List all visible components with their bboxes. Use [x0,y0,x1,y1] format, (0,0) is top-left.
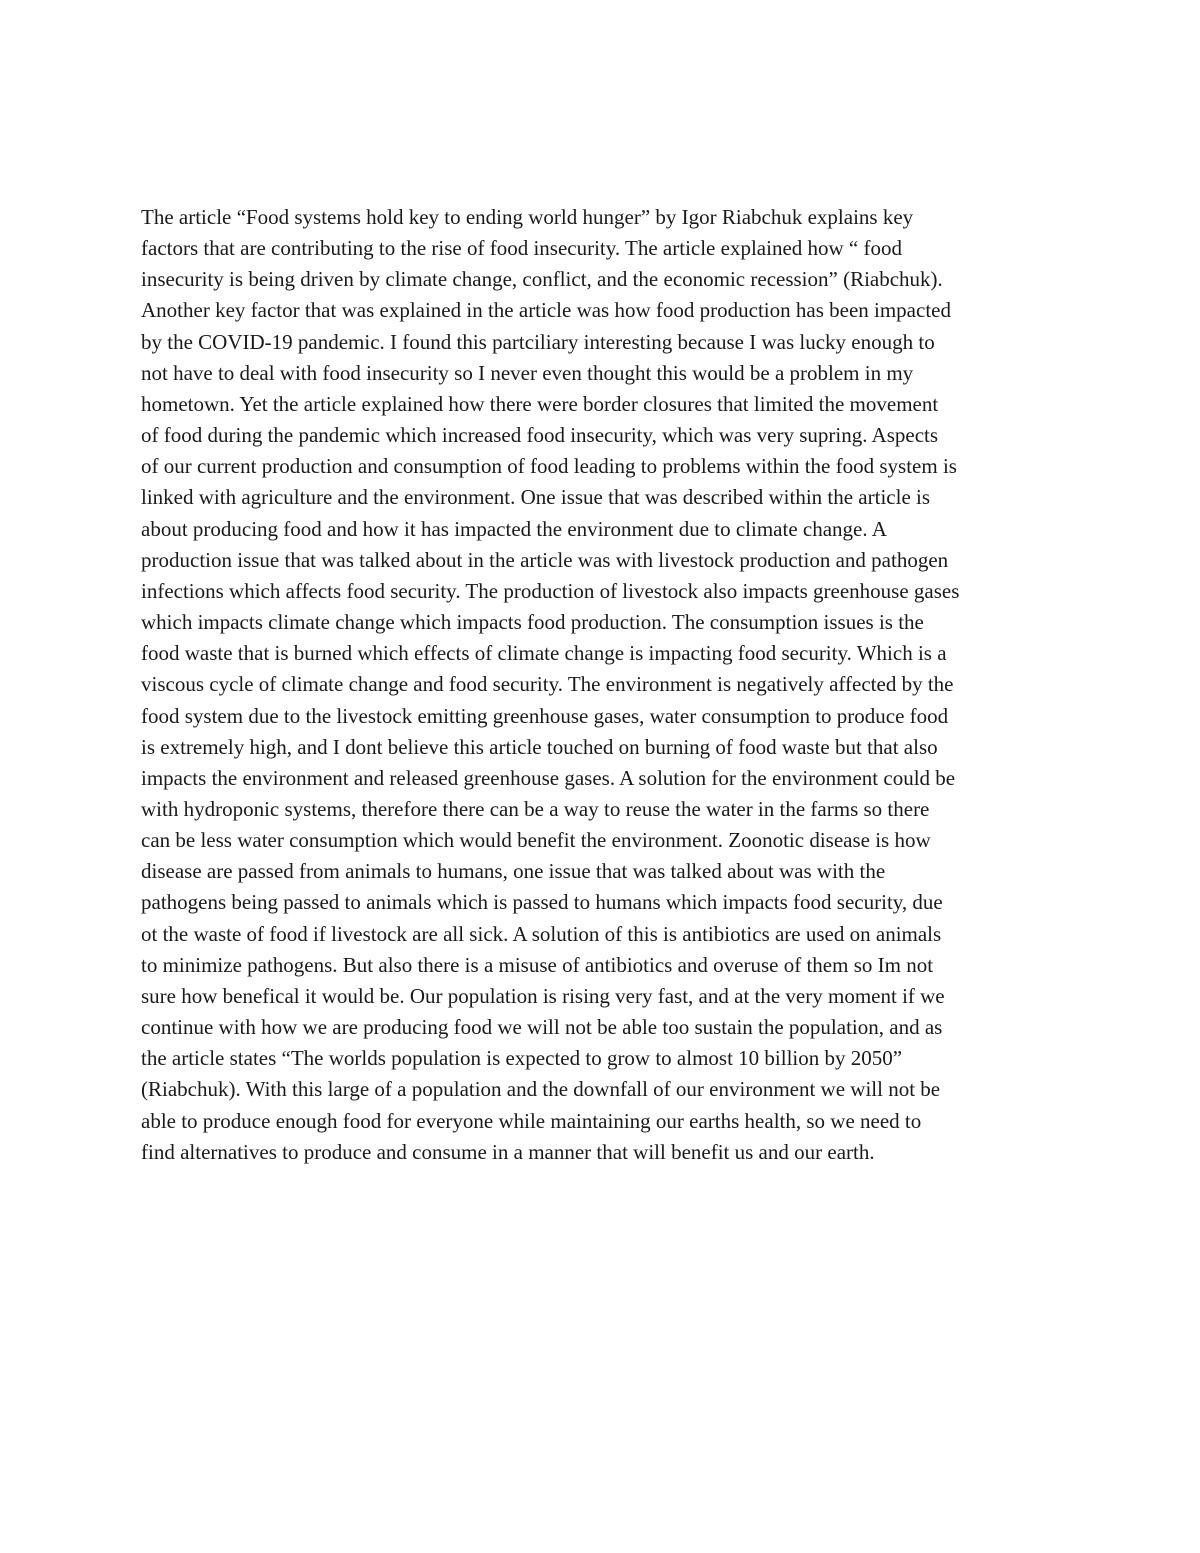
essay-paragraph [141,202,1101,1168]
text-line: food waste that is burned which effects of climate change is impacting food security. Which is a [141,641,947,666]
text-line: impacts the environment and released greenhouse gases. A solution for the environment could be [141,765,956,790]
text-line: (Riabchuk). With this large of a population and the downfall of our environment we will not be [141,1077,941,1102]
text-line: The article “Food systems hold key to ending world hunger” by Igor Riabchuk explains key [141,205,914,229]
text-line: which impacts climate change which impacts food production. The consumption issues is the [141,610,924,635]
text-line: of food during the pandemic which increased food insecurity, which was very supring. Aspects [141,423,939,448]
text-line: continue with how we are producing food we will not be able too sustain the population, and as [141,1015,943,1040]
text-line: Another key factor that was explained in the article was how food production has been impacted [141,298,951,323]
text-line: find alternatives to produce and consume in a manner that will benefit us and our earth. [141,1139,875,1164]
text-line: of our current production and consumption of food leading to problems within the food system is [141,454,957,479]
text-line: can be less water consumption which would benefit the environment. Zoonotic disease is how [141,828,931,853]
text-line: production issue that was talked about in the article was with livestock production and pathogen [141,547,949,572]
text-line: disease are passed from animals to humans, one issue that was talked about was with the [141,859,886,884]
text-line: viscous cycle of climate change and food security. The environment is negatively affected by the [141,672,954,697]
text-line: is extremely high, and I dont believe this article touched on burning of food waste but that also [141,734,938,759]
text-line: with hydroponic systems, therefore there can be a way to reuse the water in the farms so there [141,796,930,821]
text-line: ot the waste of food if livestock are all sick. A solution of this is antibiotics are used on animals [141,921,942,946]
text-line: about producing food and how it has impacted the environment due to climate change. A [141,516,887,541]
text-line: able to produce enough food for everyone while maintaining our earths health, so we need to [141,1108,922,1133]
text-line: to minimize pathogens. But also there is a misuse of antibiotics and overuse of them so Im not [141,952,934,977]
text-line: linked with agriculture and the environment. One issue that was described within the article is [141,485,931,510]
text-line: hometown. Yet the article explained how there were border closures that limited the movement [141,391,939,416]
text-line: not have to deal with food insecurity so I never even thought this would be a problem in my [141,360,914,385]
text-line: infections which affects food security. The production of livestock also impacts greenhouse gases [141,578,960,603]
text-line: food system due to the livestock emitting greenhouse gases, water consumption to produce food [141,703,949,728]
text-line: factors that are contributing to the rise of food insecurity. The article explained how “ food [141,236,902,261]
text-line: insecurity is being driven by climate change, conflict, and the economic recession” (Riabchuk). [141,267,943,292]
text-line: the article states “The worlds population is expected to grow to almost 10 billion by 2050” [141,1046,903,1071]
text-line: by the COVID-19 pandemic. I found this partciliary interesting because I was lucky enough to [141,329,935,354]
text-line: pathogens being passed to animals which is passed to humans which impacts food security, due [141,890,943,915]
text-line: sure how benefical it would be. Our population is rising very fast, and at the very moment if we [141,983,945,1008]
